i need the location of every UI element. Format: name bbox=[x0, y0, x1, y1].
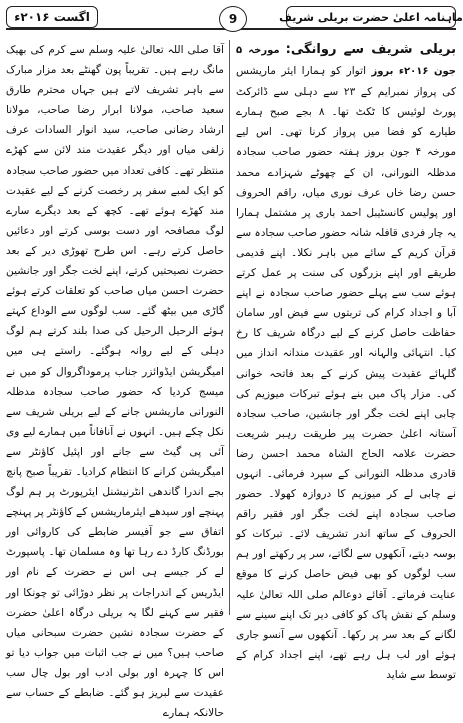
right-column bbox=[236, 40, 457, 681]
right-column-text: اتوار کو ہمارا ایئر ماریشس کی پرواز نمبرایم کے ۲۳ سے دہلی سے ڈائرکٹ پورٹ لوئیس کا ٹکٹ تھا۔ ۸ بجے صبح ہمارے طیارے کو فضا میں پرواز کرنا تھی۔ اس لیے مورخہ ۴ جون بروز ہفتہ حضور صاحب سجادہ مدظلہ النورانی، ان کے چھوٹے شہزادے محمد حسن رضا خاں عرف نوری میاں، راقم الحروف اور پولیس کانسٹیبل احمد باری پر مشتمل ہمارا یہ چار فردی قافلہ شانہ حضور صاحب سجادہ سے قرآن کریم کے سائے میں باہر نکلا۔ اپنے قدیمی طریقے اور اپنے بزرگوں کی سنت پر عمل کرتے ہوئے سب سے پہلے حضور صاحب سجادہ نے اپنے آبا و اجداد کرام کی تربتوں سے فیض اور سامان حفاظت حاصل کرنے کے لیے درگاہ شریف کا رخ کیا۔ انتہائی والہانہ اور عقیدت مندانہ انداز میں گلہائے عقیدت پیش کرنے کے بعد فاتحہ خوانی کی۔ مزار پاک میں بنے ہوئے تبرکات میوزیم کی چابی اپنے لخت جگر اور جانشین، صاحب سجادہ آستانہ اعلیٰ حضرت پیر طریقت رہبر شریعت حضرت علامہ الحاج الشاہ محمد احسن رضا قادری مدظلہ النورانی کے سپرد فرمائی۔ انہوں نے چابی لے کر میوزیم کا دروازہ کھولا۔ حضور صاحب سجادہ اپنے لخت جگر اور فقیر راقم الحروف کے ساتھ اندر تشریف لائے۔ تبرکات کو بوسہ دیتے، آنکھوں سے لگاتے، سر پر رکھتے اور ہم سب لوگوں کو بھی فیض حاصل کرنے کا موقع عنایت فرماتے۔ آقائے دوعالم صلی اللہ تعالیٰ علیہ وسلم کے نقش پاک کو کافی دیر تک اپنے سینے سے لگانے کے بعد سر پر رکھا۔ آنکھوں سے آنسو جاری ہوئے اور لب ہل رہے تھے، اپنے اجداد کرام کے توسط سے شاید bbox=[236, 65, 456, 681]
page-number: 9 bbox=[219, 6, 247, 32]
page-header bbox=[6, 6, 463, 32]
left-column bbox=[6, 40, 224, 720]
issue-date: اگست ۲۰۱۶ء bbox=[6, 6, 98, 28]
journal-name: ماہنامہ اعلیٰ حضرت بریلی شریف bbox=[286, 6, 456, 28]
date-line: مورخہ ۵ جون ۲۰۱۶ء بروز bbox=[236, 45, 456, 78]
section-heading: بریلی شریف سے روانگی: bbox=[285, 42, 457, 57]
column-divider bbox=[229, 40, 230, 615]
left-column-text: آقا صلی اللہ تعالیٰ علیہ وسلم سے کرم کی بھیک مانگ رہے ہیں۔ تقریباً پون گھنٹے بعد مزار مبارک سے باہر تشریف لاتے ہیں جہاں محترم طارق سعید صاحب، مولانا ابرار رضا صاحب، مولانا ارشاد رضانی صاحب، سید انوار السادات عرف زلفی میاں اور دیگر عقیدت مند لائن سے کھڑے منتظر تھے۔ کافی تعداد میں حضور صاحب سجادہ کو ایک لمبے سفر پر رخصت کرنے کے لیے عقیدت مند کھڑے ہوئے تھے۔ کچھ کے بعد دیگرے سارے لوگ مصافحہ اور دست بوسی کرتے اور دعائیں حاصل کرتے رہے۔ اس طرح تھوڑی دیر کے بعد حضرت نصیحتیں کرتے، اپنے لخت جگر اور جانشین حضرت احسن میاں صاحب کو تعلقات کرتے ہوئے گاڑی میں بیٹھ گئے۔ سب لوگوں سے الوداع کہتے ہوئے الرحیل الرحیل کی صدا بلند کرتے ہم لوگ دہلی کے لیے روانہ ہوگئے۔ راستے ہی میں امیگریشن ایڈوائزر جناب پرموداگروال کو میں نے میسج کردیا کہ حضور صاحب سجادہ مدظلہ النورانی ماریشس جانے کے لیے بریلی شریف سے نکل چکے ہیں۔ انہوں نے آنافاناً میں ہمارے لیے وی آئی پی گیٹ سے جانے اور اپئیل کاؤنٹر سے امیگریشن کرانے کا انتظام کرادیا۔ تقریباً صبح پانچ بجے اندرا گاندھی انٹرنیشنل ایئرپورٹ پر ہم لوگ پہنچے اور سیدھے ایئرماریشس کے کاؤنٹر پر پہنچے اتفاق سے جو آفیسر ضابطے کی کاروائی اور بورڈنگ کارڈ دے رہا تھا وہ مسلمان تھا۔ پاسپورٹ لے کر جیسے ہی اس نے حضرت کے نام اور ایڈریس کے اندراجات پر نظر دوڑائی تو چونکا اور فقیر سے کہنے لگا یہ بریلی درگاہ اعلیٰ حضرت کے حضرت سجادہ نشین حضرت سبحانی میاں صاحب ہیں؟ میں نے جب اثبات میں جواب دیا تو اس کا چہرہ اور بولی ادب اور بول چال سب عقیدت سے لبریز ہو گئے۔ ضابطے کے حساب سے حالانکہ ہمارے bbox=[6, 44, 224, 720]
